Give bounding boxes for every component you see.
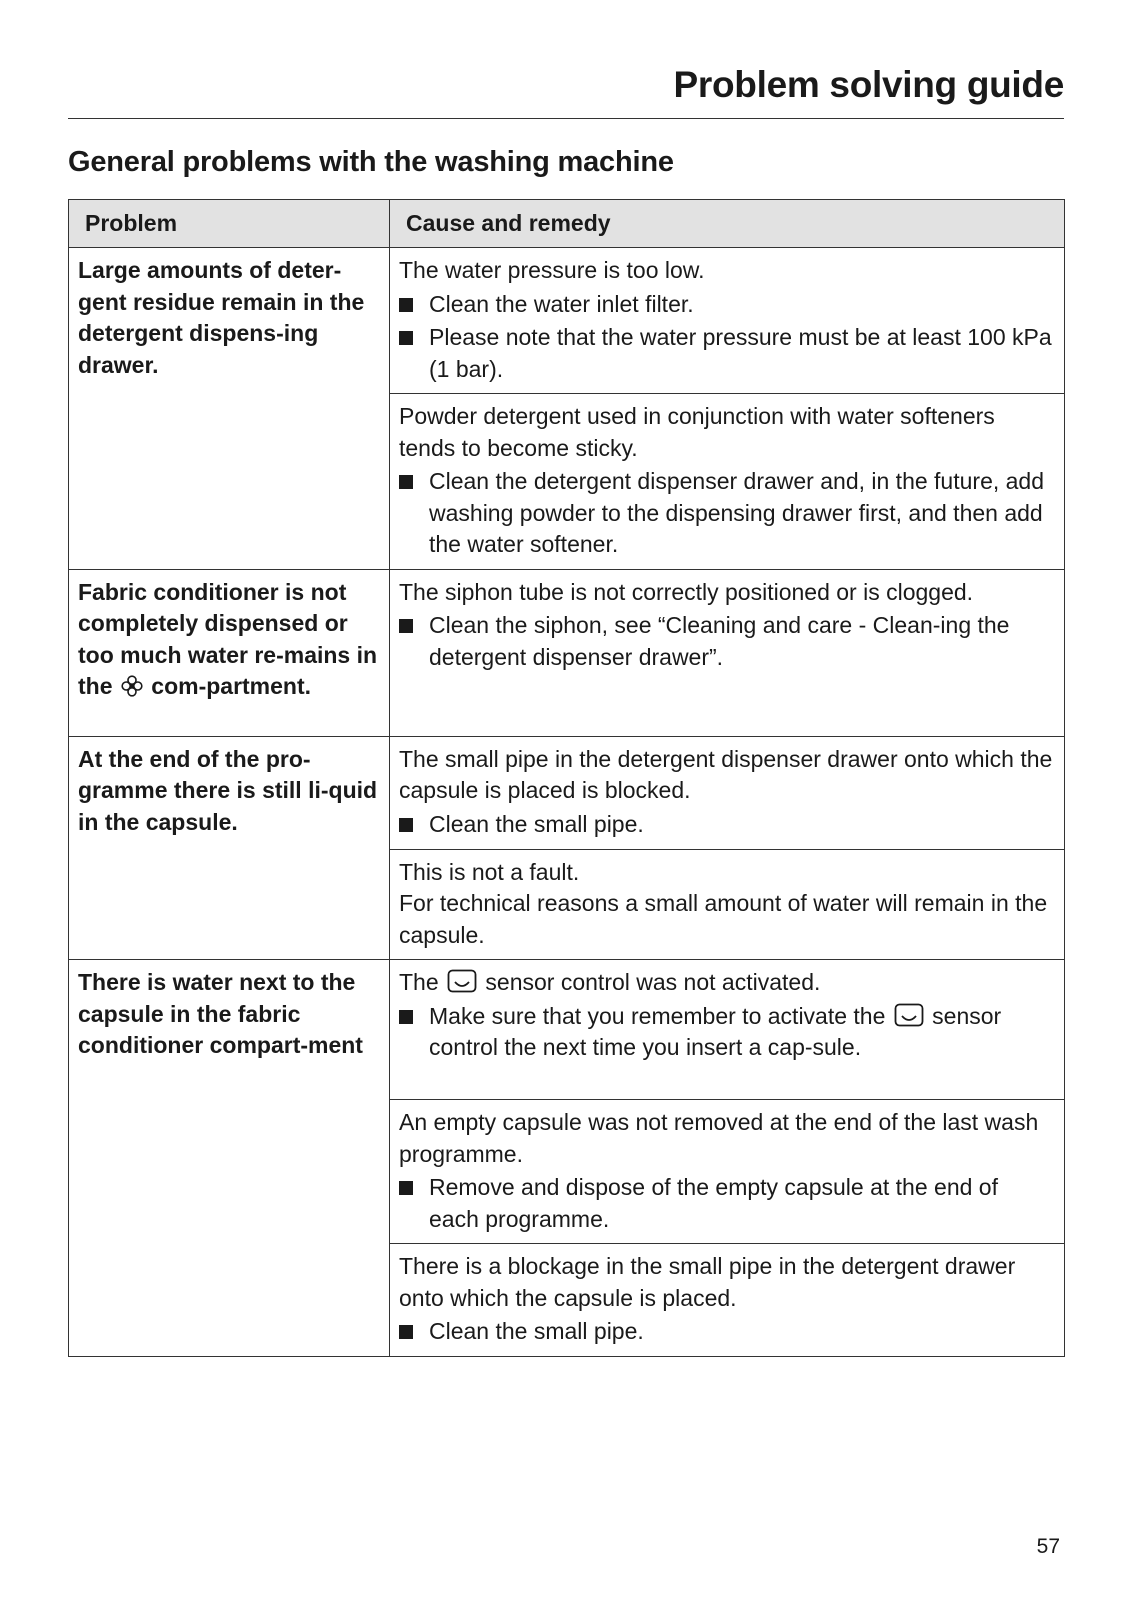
table-row — [69, 736, 1065, 849]
column-header-cause: Cause and remedy — [390, 200, 1065, 248]
column-header-problem: Problem — [69, 200, 390, 248]
table-row — [69, 569, 1065, 736]
remedy-text: Clean the small pipe. — [429, 1318, 644, 1344]
remedy-item — [399, 1316, 1054, 1348]
remedy-text: Clean the detergent dispenser drawer and, in the future, add washing powder to the dispensing drawer first, and then add the water softener. — [429, 468, 1045, 557]
table-row — [69, 960, 1065, 1100]
cause-text: The siphon tube is not correctly positioned or is clogged. — [399, 578, 974, 605]
cause-text: This is not a fault. — [399, 858, 580, 885]
cause-text: The water pressure is too low. — [399, 257, 705, 283]
remedy-text — [429, 1001, 1054, 1064]
remedy-text: Clean the water inlet filter. — [429, 290, 694, 317]
cause-cell — [390, 849, 1065, 960]
remedy-text-part: Make sure that you remember to activate the — [429, 1002, 886, 1029]
problem-cell: At the end of the pro-gramme there is still li-quid in the capsule. — [69, 736, 390, 960]
problem-text: com-partment. — [151, 673, 312, 699]
remedy-text: Clean the small pipe. — [429, 810, 644, 837]
header-divider — [68, 118, 1064, 119]
cause-cell — [390, 960, 1065, 1100]
cause-text: An empty capsule was not removed at the end of the last wash programme. — [399, 1109, 1039, 1167]
problem-cell: There is water next to the capsule in the fabric conditioner compart-ment — [69, 960, 390, 1357]
remedy-item — [399, 322, 1054, 385]
cause-text-part: The — [399, 969, 439, 995]
capsule-icon — [447, 969, 477, 993]
cause-text: Powder detergent used in conjunction with water softeners tends to become sticky. — [399, 403, 995, 461]
cause-text: The small pipe in the detergent dispenser drawer onto which the capsule is placed is blocked. — [399, 745, 1053, 803]
remedy-text: Please note that the water pressure must be at least 100 kPa (1 bar). — [429, 324, 1052, 382]
problem-cell — [69, 569, 390, 736]
bullet-icon — [399, 1010, 413, 1024]
problem-cell: Large amounts of deter-gent residue remain in the detergent dispens-ing drawer. — [69, 248, 390, 570]
remedy-text: Remove and dispose of the empty capsule at the end of each programme. — [429, 1174, 998, 1232]
bullet-icon — [399, 1325, 413, 1339]
remedy-item — [399, 610, 1054, 673]
flower-icon — [121, 675, 143, 697]
bullet-icon — [399, 331, 413, 345]
cause-cell — [390, 1100, 1065, 1244]
cause-cell — [390, 248, 1065, 394]
remedy-item — [399, 289, 1054, 321]
problem-table — [68, 199, 1065, 1357]
problem-text: Fabric conditioner is not completely dispensed or too much water re-mains in the — [78, 578, 378, 699]
table-header-row — [69, 200, 1065, 248]
cause-cell — [390, 1244, 1065, 1357]
remedy-item — [399, 1172, 1054, 1235]
page-header: Problem solving guide — [673, 64, 1064, 105]
remedy-text: Clean the siphon, see “Cleaning and care - Clean-ing the detergent dispenser drawer”. — [429, 612, 1010, 670]
section-title: General problems with the washing machine — [68, 146, 674, 178]
bullet-icon — [399, 818, 413, 832]
cause-text-part: sensor control was not activated. — [485, 969, 821, 995]
cause-cell — [390, 736, 1065, 849]
remedy-text-part: sensor control the next time you insert a cap-sule. — [429, 1002, 1002, 1060]
cause-cell — [390, 394, 1065, 570]
remedy-item — [399, 466, 1054, 561]
capsule-icon — [894, 1003, 924, 1027]
table-row — [69, 248, 1065, 394]
bullet-icon — [399, 475, 413, 489]
bullet-icon — [399, 619, 413, 633]
bullet-icon — [399, 1181, 413, 1195]
page-number: 57 — [1036, 1535, 1060, 1558]
cause-text: For technical reasons a small amount of water will remain in the capsule. — [399, 890, 1048, 948]
remedy-item — [399, 809, 1054, 841]
bullet-icon — [399, 298, 413, 312]
cause-text: There is a blockage in the small pipe in the detergent drawer onto which the capsule is placed. — [399, 1253, 1016, 1311]
remedy-item — [399, 1001, 1054, 1064]
cause-cell — [390, 569, 1065, 736]
cause-text — [399, 967, 1054, 999]
